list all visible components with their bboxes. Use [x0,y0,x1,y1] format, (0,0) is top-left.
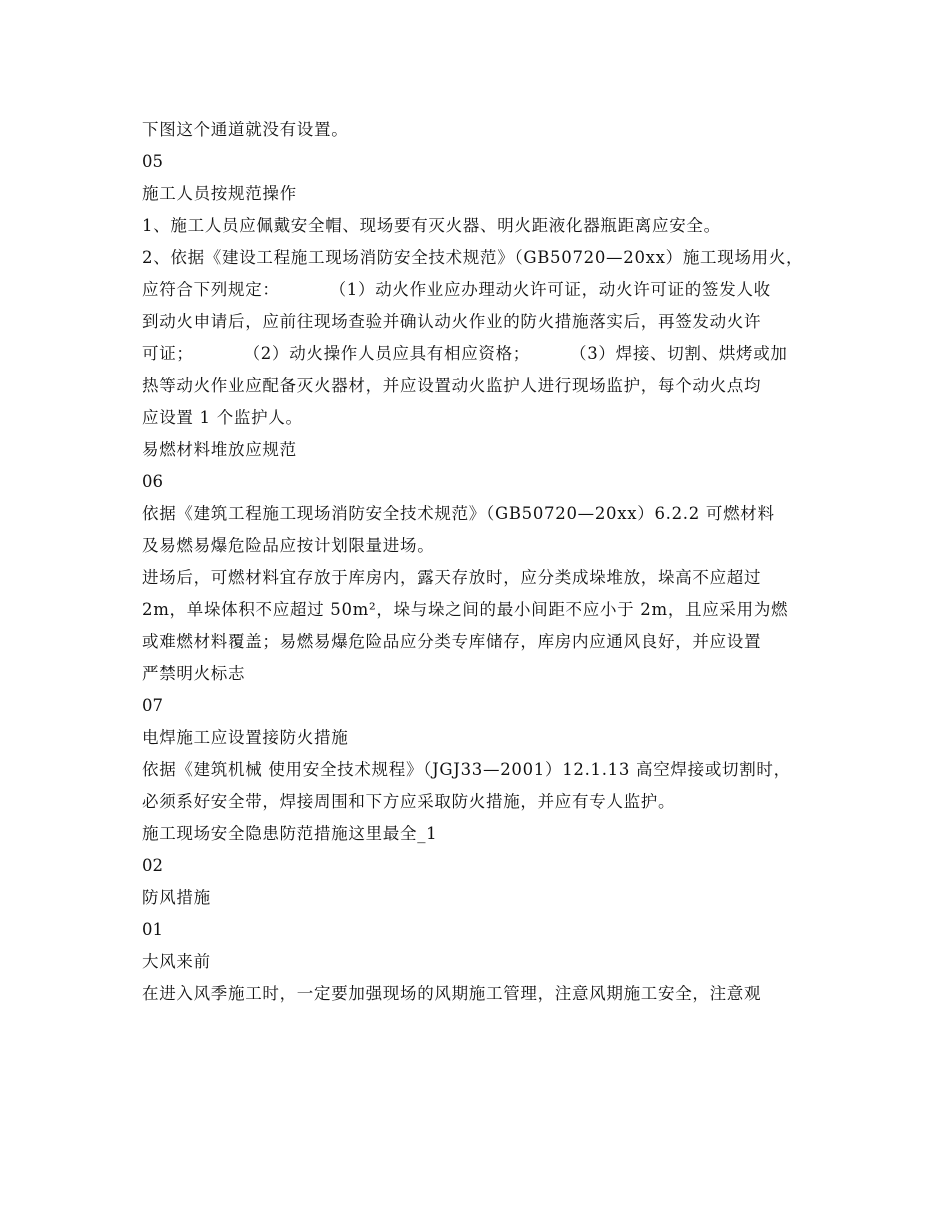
text-line: 2、依据《建设工程施工现场消防安全技术规范》（GB50720—20xx）施工现场用火， [142,248,804,267]
text-segment: （3）焊接、切割、烘烤或加 [570,344,788,363]
text-segment: 应符合下列规定： [142,280,280,299]
text-line: 在进入风季施工时，一定要加强现场的风期施工管理，注意风期施工安全，注意观 [142,984,762,1003]
section-number: 05 [142,152,163,171]
text-line: 1、施工人员应佩戴安全帽、现场要有灭火器、明火距液化器瓶距离应安全。 [142,216,721,235]
section-heading: 大风来前 [142,952,211,971]
section-heading: 电焊施工应设置接防火措施 [142,728,349,747]
text-line: 热等动火作业应配备灭火器材，并应设置动火监护人进行现场监护，每个动火点均 [142,376,762,395]
text-line: 下图这个通道就没有设置。 [142,120,349,139]
text-segment: （1）动火作业应办理动火许可证，动火许可证的签发人收 [329,280,771,299]
text-line: 及易燃易爆危险品应按计划限量进场。 [142,536,435,555]
text-line: 2m，单垛体积不应超过 50m²，垛与垛之间的最小间距不应小于 2m，且应采用为燃 [142,600,789,619]
text-line: 依据《建筑机械 使用安全技术规程》（JGJ33—2001）12.1.13 高空焊接或切割时， [142,760,791,779]
section-number: 01 [142,920,163,939]
section-heading: 施工现场安全隐患防范措施这里最全_1 [142,824,438,843]
text-segment: 可证； [142,344,194,363]
section-number: 07 [142,696,163,715]
text-segment: （2）动火操作人员应具有相应资格； [243,344,531,363]
section-number: 06 [142,472,163,491]
document-body [142,114,812,1010]
text-line [142,274,812,306]
section-number: 02 [142,856,163,875]
text-line: 必须系好安全带，焊接周围和下方应采取防火措施，并应有专人监护。 [142,792,676,811]
text-line [142,338,812,370]
text-line: 到动火申请后，应前往现场查验并确认动火作业的防火措施落实后，再签发动火许 [142,312,762,331]
text-line: 依据《建筑工程施工现场消防安全技术规范》（GB50720—20xx）6.2.2 可燃材料 [142,504,775,523]
text-line: 应设置 1 个监护人。 [142,408,303,427]
text-line: 严禁明火标志 [142,664,246,683]
text-line: 进场后，可燃材料宜存放于库房内，露天存放时，应分类成垛堆放，垛高不应超过 [142,568,762,587]
section-heading: 易燃材料堆放应规范 [142,440,297,459]
section-heading: 施工人员按规范操作 [142,184,297,203]
section-heading: 防风措施 [142,888,211,907]
text-line: 或难燃材料覆盖；易燃易爆危险品应分类专库储存，库房内应通风良好，并应设置 [142,632,762,651]
